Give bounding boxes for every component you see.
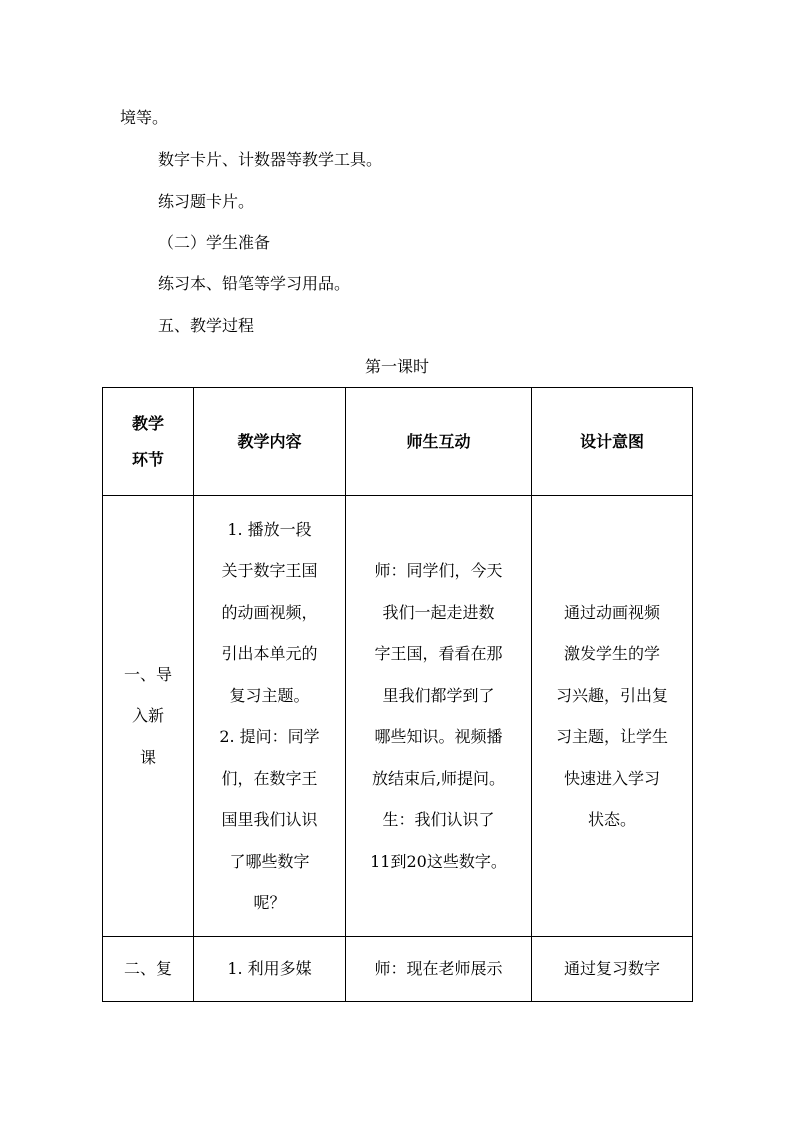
cell-intent: 通过复习数字 xyxy=(532,937,693,1002)
paragraph: 数字卡片、计数器等教学工具。 xyxy=(158,150,383,169)
header-intent: 设计意图 xyxy=(532,388,693,496)
cell-content: 1. 播放一段 关于数字王国 的动画视频， 引出本单元的 复习主题。 2. 提问：同学 们，在数字王 国里我们认识 了哪些数字 呢？ xyxy=(194,496,346,937)
cell-interaction: 师：同学们，今天 我们一起走进数 字王国，看看在那 里我们都学到了 哪些知识。视频播 放结束后,师提问。 生：我们认识了 11到20这些数字。 xyxy=(346,496,532,937)
cell-stage: 一、导 入新 课 xyxy=(103,496,194,937)
cell-content: 1. 利用多媒 xyxy=(194,937,346,1002)
header-interaction: 师生互动 xyxy=(346,388,532,496)
table-row xyxy=(103,496,693,937)
paragraph: 练习本、铅笔等学习用品。 xyxy=(158,274,351,293)
table-row xyxy=(103,937,693,1002)
header-stage: 教学 环节 xyxy=(103,388,194,496)
table-header-row xyxy=(103,388,693,496)
section-heading: 五、教学过程 xyxy=(158,316,255,335)
header-content: 教学内容 xyxy=(194,388,346,496)
table-caption: 第一课时 xyxy=(364,357,429,376)
paragraph: 练习题卡片。 xyxy=(158,192,255,211)
cell-stage: 二、复 xyxy=(103,937,194,1002)
cell-interaction: 师：现在老师展示 xyxy=(346,937,532,1002)
lesson-table xyxy=(102,387,693,1002)
cell-intent: 通过动画视频 激发学生的学 习兴趣，引出复 习主题，让学生 快速进入学习 状态。 xyxy=(532,496,693,937)
section-heading: （二）学生准备 xyxy=(158,233,271,252)
paragraph: 境等。 xyxy=(120,108,169,127)
